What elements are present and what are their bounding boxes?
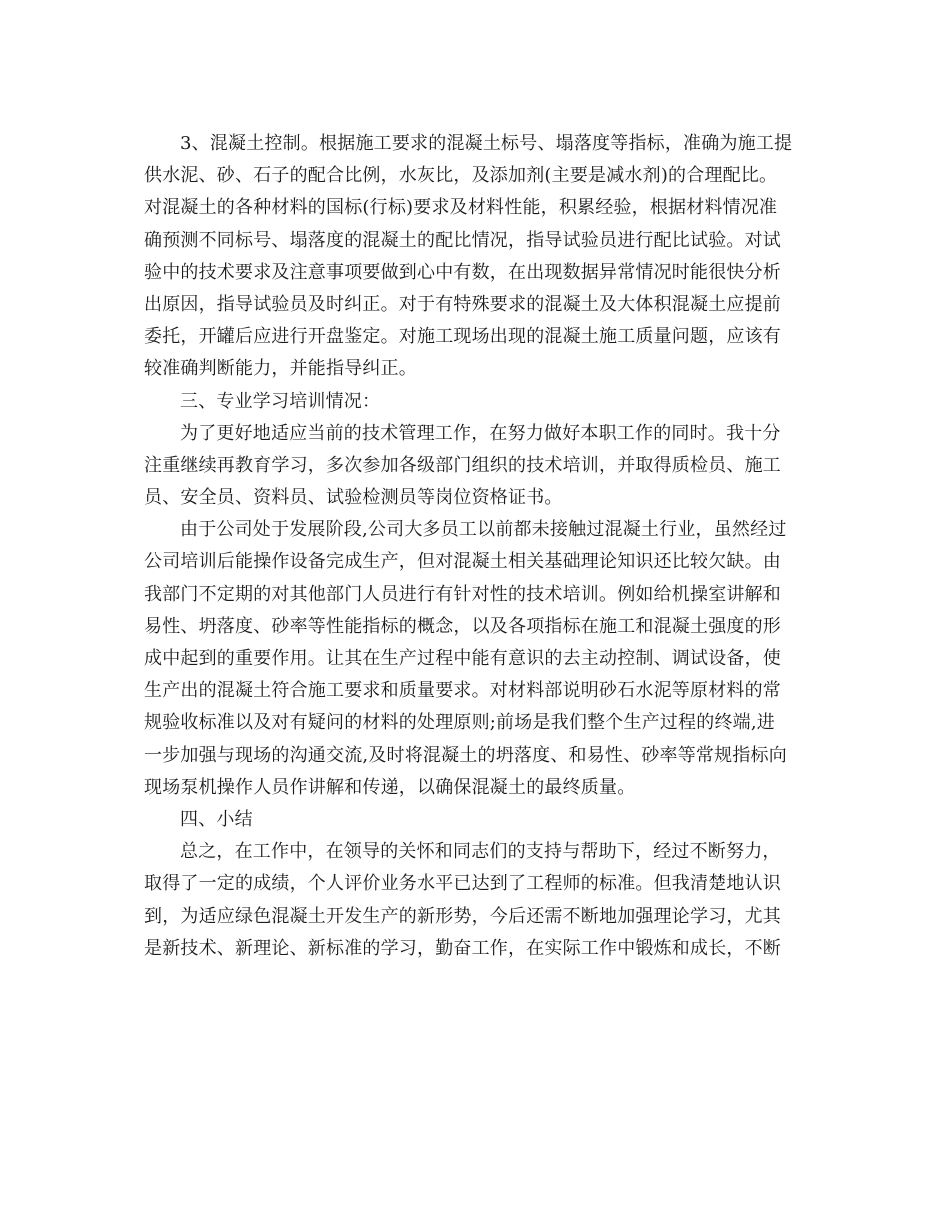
text-line: 出原因，指导试验员及时纠正。对于有特殊要求的混凝土及大体积混凝土应提前	[144, 293, 781, 315]
text-line: 规验收标准以及对有疑问的材料的处理原则;前场是我们整个生产过程的终端,进	[144, 712, 775, 734]
text-line: 取得了一定的成绩，个人评价业务水平已达到了工程师的标准。但我清楚地认识	[144, 873, 781, 895]
document-body	[144, 128, 806, 965]
text-line: 员、安全员、资料员、试验检测员等岗位资格证书。	[144, 487, 563, 509]
text-line: 总之，在工作中，在领导的关怀和同志们的支持与帮助下，经过不断努力，	[180, 841, 781, 863]
text-line: 是新技术、新理论、新标准的学习，勤奋工作，在实际工作中锻炼和成长，不断	[144, 937, 781, 959]
text-line: 现场泵机操作人员作讲解和传递，以确保混凝土的最终质量。	[144, 776, 636, 798]
text-line: 委托，开罐后应进行开盘鉴定。对施工现场出现的混凝土施工质量问题，应该有	[144, 326, 781, 348]
text-line: 成中起到的重要作用。让其在生产过程中能有意识的去主动控制、调试设备，使	[144, 648, 781, 669]
text-line: 较准确判断能力，并能指导纠正。	[144, 358, 417, 380]
text-line: 生产出的混凝土符合施工要求和质量要求。对材料部说明砂石水泥等原材料的常	[144, 680, 781, 702]
text-line: 确预测不同标号、塌落度的混凝土的配比情况，指导试验员进行配比试验。对试	[144, 229, 781, 251]
text-line: 验中的技术要求及注意事项要做到心中有数，在出现数据异常情况时能很快分析	[144, 261, 781, 283]
text-line: 我部门不定期的对其他部门人员进行有针对性的技术培训。例如给机操室讲解和	[144, 583, 781, 605]
text-line: 四、小结	[180, 808, 253, 830]
text-line: 由于公司处于发展阶段,公司大多员工以前都未接触过混凝土行业，虽然经过	[180, 519, 787, 541]
text-line: 对混凝土的各种材料的国标(行标)要求及材料性能，积累经验，根据材料情况准	[144, 197, 778, 219]
text-line: 为了更好地适应当前的技术管理工作，在努力做好本职工作的同时。我十分	[180, 422, 781, 444]
text-line: 3、混凝土控制。根据施工要求的混凝土标号、塌落度等指标，准确为施工提	[180, 133, 793, 154]
text-line: 到，为适应绿色混凝土开发生产的新形势，今后还需不断地加强理论学习，尤其	[144, 905, 781, 927]
text-line: 公司培训后能操作设备完成生产，但对混凝土相关基础理论知识还比较欠缺。由	[144, 551, 781, 573]
text-line: 供水泥、砂、石子的配合比例，水灰比，及添加剂(主要是减水剂)的合理配比。	[144, 165, 778, 187]
text-line: 注重继续再教育学习，多次参加各级部门组织的技术培训，并取得质检员、施工	[144, 454, 781, 476]
text-line: 一步加强与现场的沟通交流,及时将混凝土的坍落度、和易性、砂率等常规指标向	[144, 744, 787, 766]
text-line: 三、专业学习培训情况：	[180, 390, 381, 412]
text-line: 易性、坍落度、砂率等性能指标的概念，以及各项指标在施工和混凝土强度的形	[144, 615, 781, 637]
